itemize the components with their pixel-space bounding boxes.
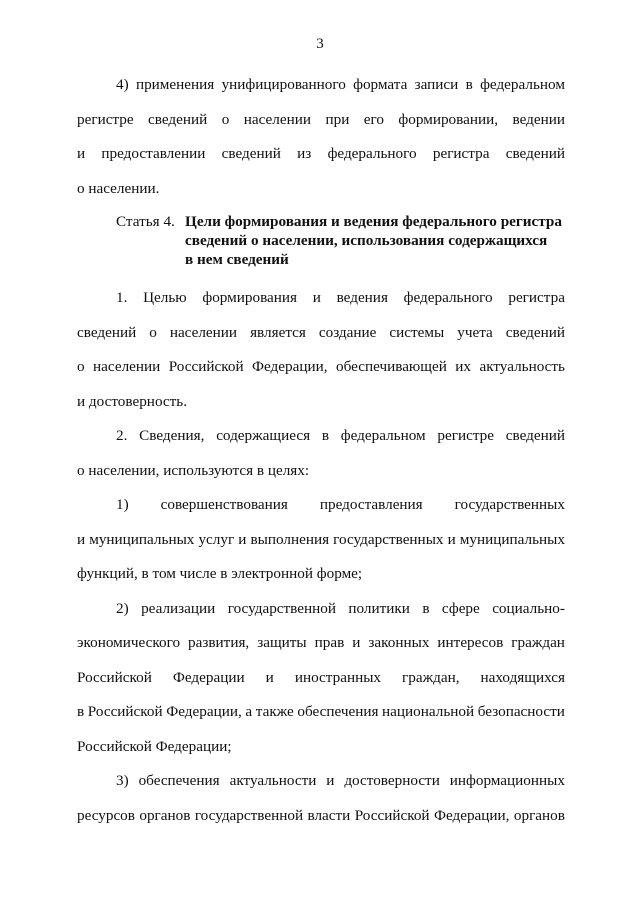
paragraph-list-item-2 [77, 592, 565, 765]
paragraph-list-item-1 [77, 488, 565, 592]
text-line: 2) реализации государственной политики в сфере социально- [116, 599, 565, 617]
text-line: и достоверность. [77, 392, 188, 410]
text-line: Российской Федерации и иностранных граждан, находящихся [77, 668, 565, 686]
text-line: о населении, используются в целях: [77, 461, 310, 479]
page-number: 3 [316, 36, 324, 52]
text-line: функций, в том числе в электронной форме; [77, 565, 363, 582]
text-line: сведений о населении является создание системы учета сведений [77, 323, 565, 341]
text-line: 1) совершенствования предоставления государственных [116, 496, 565, 513]
paragraph-2 [77, 419, 565, 488]
text-line: и предоставлении сведений из федерального регистра сведений [77, 145, 565, 162]
text-line: о населении Российской Федерации, обеспечивающей их актуальность [77, 358, 565, 375]
text-line: ресурсов органов государственной власти Российской Федерации, органов [77, 806, 565, 824]
text-line: 1. Целью формирования и ведения федерального регистра [116, 289, 565, 306]
article-label: Статья 4. [116, 213, 175, 230]
paragraph-list-item-3 [77, 764, 565, 833]
text-line: 3) обеспечения актуальности и достоверности информационных [116, 772, 565, 789]
paragraph-item-4 [77, 68, 565, 206]
text-line: экономического развития, защиты прав и законных интересов граждан [77, 634, 565, 651]
document-body [77, 68, 565, 833]
text-line: регистре сведений о населении при его формировании, ведении [77, 110, 565, 128]
text-line: в Российской Федерации, а также обеспечения национальной безопасности [77, 703, 565, 720]
text-line: и муниципальных услуг и выполнения государственных и муниципальных [77, 530, 565, 548]
paragraph-1 [77, 281, 565, 419]
article-title: Цели формирования и ведения федерального регистра сведений о населении, использования содержащихся в нем сведений [185, 213, 562, 268]
text-line: о населении. [77, 179, 160, 197]
article-heading [77, 212, 565, 269]
text-line: 2. Сведения, содержащиеся в федеральном регистре сведений [116, 427, 565, 444]
text-line: 4) применения унифицированного формата записи в федеральном [116, 76, 565, 93]
text-line: Российской Федерации; [77, 737, 232, 755]
